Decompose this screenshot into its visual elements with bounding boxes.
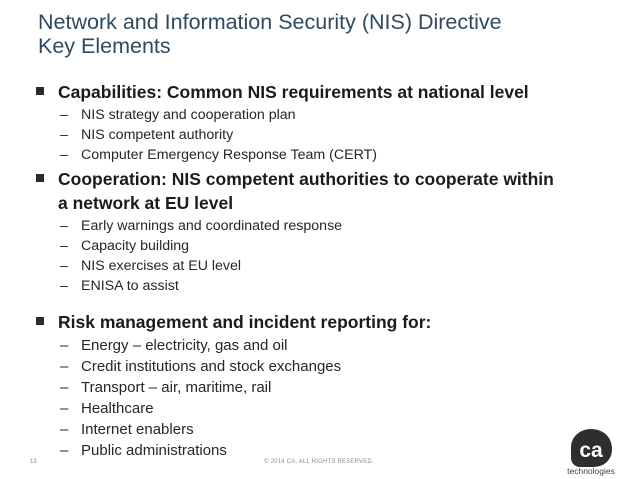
- list-item: [60, 236, 596, 256]
- dash-marker: –: [60, 379, 69, 397]
- list-item-text: NIS strategy and cooperation plan: [81, 107, 296, 123]
- list-item: [60, 256, 596, 276]
- list-item-text: Internet enablers: [81, 421, 194, 439]
- list-item-text: Energy – electricity, gas and oil: [81, 337, 288, 355]
- sub-list: [36, 216, 596, 297]
- bullet-heading-text: Capabilities: Common NIS requirements at national level: [58, 82, 529, 102]
- bullet-heading-text: [58, 167, 554, 215]
- dash-marker: –: [60, 337, 69, 355]
- slide-title: [38, 10, 598, 58]
- bullet-heading: [36, 167, 596, 215]
- slide-body: [36, 80, 596, 461]
- section-risk-management: [36, 310, 596, 461]
- dash-marker: –: [60, 127, 68, 144]
- list-item: [60, 335, 596, 356]
- dash-marker: –: [60, 442, 69, 460]
- section-capabilities: [36, 80, 596, 166]
- square-bullet-icon: [36, 87, 44, 95]
- list-item-text: Early warnings and coordinated response: [81, 217, 343, 234]
- list-item-text: Credit institutions and stock exchanges: [81, 358, 342, 376]
- list-item: [60, 276, 596, 296]
- sub-list: [36, 335, 596, 461]
- list-item-text: NIS exercises at EU level: [81, 258, 242, 275]
- page-number: 13: [30, 459, 37, 465]
- dash-marker: –: [60, 258, 68, 275]
- sub-list: [36, 105, 596, 166]
- bullet-heading: [36, 310, 596, 334]
- bullet-heading-line-1: Cooperation: NIS competent authorities to cooperate within: [58, 168, 554, 189]
- list-item-text: Transport – air, maritime, rail: [81, 379, 272, 397]
- copyright-notice: © 2014 CA. ALL RIGHTS RESERVED.: [264, 459, 374, 465]
- list-item-text: Healthcare: [81, 400, 154, 418]
- dash-marker: –: [60, 358, 69, 376]
- dash-marker: –: [60, 400, 69, 418]
- list-item: [60, 145, 596, 165]
- dash-marker: –: [60, 217, 68, 234]
- list-item: [60, 419, 596, 440]
- list-item: [60, 398, 596, 419]
- list-item: [60, 216, 596, 236]
- dash-marker: –: [60, 421, 69, 439]
- dash-marker: –: [60, 278, 68, 295]
- dash-marker: –: [60, 237, 68, 254]
- logo-subtext: technologies: [567, 466, 615, 476]
- slide-title-line-1: Network and Information Security (NIS) Directive: [38, 10, 502, 34]
- bullet-heading-line-2: a network at EU level: [58, 192, 234, 213]
- list-item-text: ENISA to assist: [81, 278, 179, 295]
- list-item-text: Computer Emergency Response Team (CERT): [81, 147, 377, 164]
- square-bullet-icon: [36, 174, 44, 182]
- list-item: [60, 125, 596, 145]
- list-item-text: Public administrations: [81, 442, 227, 460]
- slide-title-line-2: Key Elements: [38, 34, 171, 58]
- list-item: [60, 356, 596, 377]
- list-item-text: Capacity building: [81, 237, 190, 254]
- list-item-text: NIS competent authority: [81, 127, 234, 144]
- section-cooperation: [36, 167, 596, 297]
- bullet-heading-text: Risk management and incident reporting for:: [58, 312, 432, 333]
- dash-marker: –: [60, 147, 68, 164]
- square-bullet-icon: [36, 317, 44, 325]
- logo-mark-text: ca: [579, 439, 603, 462]
- list-item: [60, 105, 596, 125]
- bullet-heading: [36, 80, 596, 104]
- list-item: [60, 377, 596, 398]
- dash-marker: –: [60, 107, 68, 123]
